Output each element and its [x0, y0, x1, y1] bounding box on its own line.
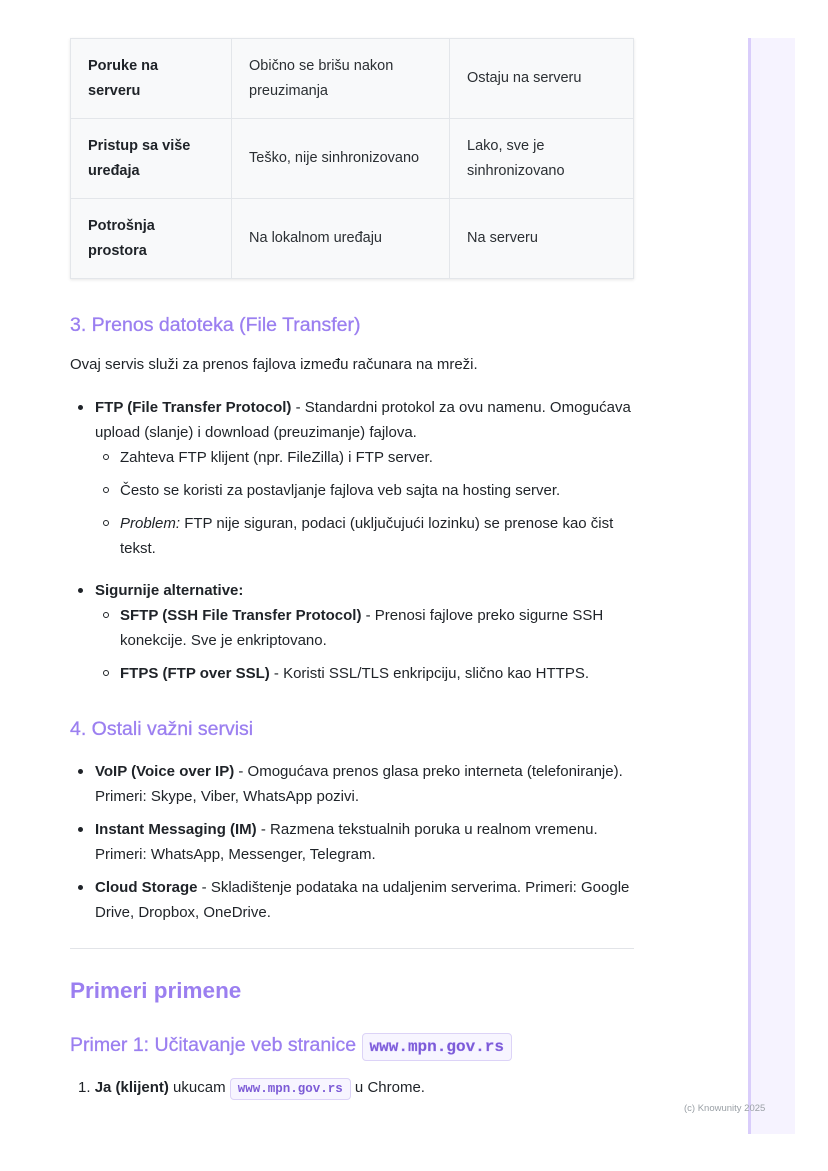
- ftp-sublist: [95, 445, 634, 561]
- ftps-description: - Koristi SSL/TLS enkripciju, slično kao HTTPS.: [269, 665, 590, 682]
- alternatives-term: Sigurnije alternative:: [95, 582, 244, 599]
- list-item: [95, 511, 634, 561]
- comparison-table: [70, 38, 634, 279]
- examples-heading: Primeri primene: [70, 978, 242, 1003]
- list-item-ftp: [70, 395, 634, 561]
- cloud-term: Cloud Storage: [95, 879, 198, 896]
- list-item-im: [70, 817, 634, 867]
- ftps-term: FTPS (FTP over SSL): [120, 665, 270, 682]
- ftp-sub-3: FTP nije siguran, podaci (uključujući lozinku) se prenose kao čist tekst.: [120, 515, 614, 557]
- list-item: [95, 478, 634, 503]
- example-1-heading: [70, 1032, 634, 1061]
- right-sidebar-panel: [748, 38, 795, 1134]
- list-item: [95, 445, 634, 470]
- ftp-sub-2: Često se koristi za postavljanje fajlova veb sajta na hosting server.: [120, 482, 561, 499]
- sftp-description: - Prenosi fajlove preko sigurne SSH konekcije. Sve je enkriptovano.: [120, 607, 604, 649]
- step-1-term: Ja (klijent): [94, 1079, 169, 1096]
- list-item-cloud: [70, 875, 634, 925]
- table-cell: Pristup sa više uređaja: [71, 119, 232, 199]
- list-item: [95, 661, 634, 686]
- step-number: 1.: [78, 1079, 91, 1096]
- ftp-term: FTP (File Transfer Protocol): [95, 399, 292, 416]
- table-row: [71, 39, 634, 119]
- list-item: [95, 603, 634, 653]
- section-3-heading: 3. Prenos datoteka (File Transfer): [70, 314, 361, 336]
- table-cell: Na serveru: [450, 199, 634, 279]
- alternatives-sublist: [95, 603, 634, 686]
- im-term: Instant Messaging (IM): [95, 821, 257, 838]
- copyright-footer: (c) Knowunity 2025: [684, 1103, 766, 1114]
- table-cell: Lako, sve je sinhronizovano: [450, 119, 634, 199]
- list-item-alternatives: [70, 578, 634, 686]
- ftp-description: - Standardni protokol za ovu namenu. Omogućava upload (slanje) i download (preuzimanje) fajlova.: [95, 399, 631, 441]
- table-cell: Na lokalnom uređaju: [232, 199, 450, 279]
- section-3-intro: Ovaj servis služi za prenos fajlova između računara na mreži.: [70, 356, 478, 373]
- table-row: [71, 119, 634, 199]
- voip-description: - Omogućava prenos glasa preko interneta (telefoniranje). Primeri: Skype, Viber, WhatsApp pozivi.: [95, 763, 623, 805]
- table-cell: Potrošnja prostora: [71, 199, 232, 279]
- table-cell: Ostaju na serveru: [450, 39, 634, 119]
- url-code-inline: www.mpn.gov.rs: [230, 1078, 351, 1100]
- table-cell: Poruke na serveru: [71, 39, 232, 119]
- ordered-list-item: [70, 1075, 634, 1100]
- section-3-list: [70, 395, 634, 686]
- sftp-term: SFTP (SSH File Transfer Protocol): [120, 607, 362, 624]
- list-item-voip: [70, 759, 634, 809]
- ftp-sub-1: Zahteva FTP klijent (npr. FileZilla) i FTP server.: [120, 449, 433, 466]
- step-1-pre: ukucam: [168, 1079, 230, 1096]
- url-code: www.mpn.gov.rs: [362, 1033, 512, 1061]
- section-4-list: [70, 759, 634, 925]
- im-description: - Razmena tekstualnih poruka u realnom vremenu. Primeri: WhatsApp, Messenger, Telegram.: [95, 821, 598, 863]
- problem-label: Problem:: [120, 515, 181, 532]
- cloud-description: - Skladištenje podataka na udaljenim serverima. Primeri: Google Drive, Dropbox, OneDrive.: [95, 879, 630, 921]
- voip-term: VoIP (Voice over IP): [95, 763, 235, 780]
- table-cell: Obično se brišu nakon preuzimanja: [232, 39, 450, 119]
- step-1-post: u Chrome.: [350, 1079, 425, 1096]
- table-row: [71, 199, 634, 279]
- document-content: [70, 38, 634, 1100]
- table-cell: Teško, nije sinhronizovano: [232, 119, 450, 199]
- section-4-heading: 4. Ostali važni servisi: [70, 718, 254, 740]
- example-1-title: Primer 1: Učitavanje veb stranice: [70, 1034, 357, 1056]
- section-divider: [70, 948, 634, 949]
